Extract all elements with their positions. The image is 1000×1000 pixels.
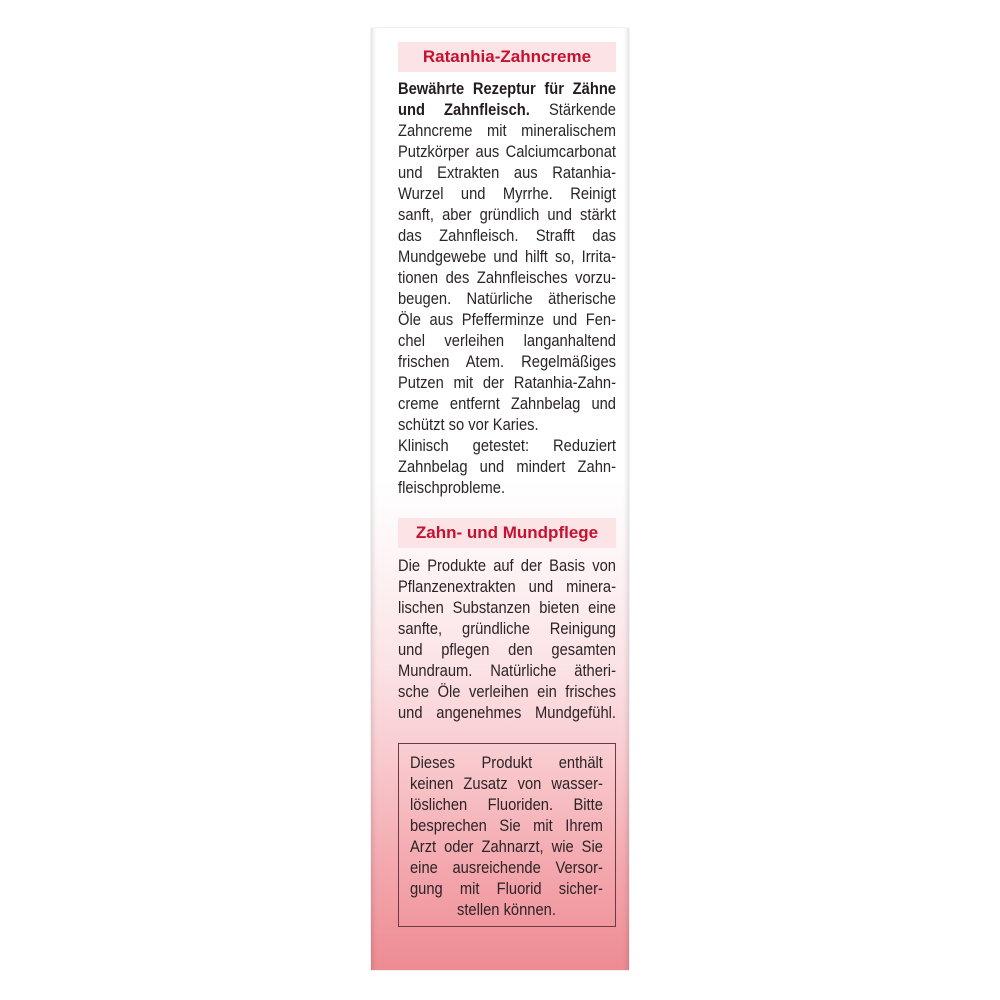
notice-line: Arzt oder Zahnarzt, wie Sie [409, 837, 603, 856]
lead-text: und Zahnfleisch. [398, 100, 530, 119]
notice-line: besprechen Sie mit Ihrem [409, 816, 603, 835]
notice-line: stellen können. [456, 900, 556, 919]
notice-line: eine ausreichende Versor- [409, 858, 603, 877]
care-line: und pflegen den gesamten [398, 639, 616, 659]
care-line: sche Öle verleihen ein frisches [398, 681, 616, 701]
section-heading-zahn-und-mundpflege: Zahn- und Mundpflege [398, 518, 616, 548]
care-line: Mundraum. Natürliche ätheri- [398, 660, 616, 680]
care-description [398, 555, 616, 723]
notice-line: Dieses Produkt enthält [409, 753, 603, 772]
description-line: chel verleihen langanhaltend [398, 331, 616, 350]
fluoride-notice-box [398, 743, 616, 927]
description-line: Putzkörper aus Calciumcarbonat [398, 142, 616, 161]
product-description [398, 78, 616, 498]
description-line: Klinisch getestet: Reduziert [398, 436, 616, 455]
description-line [398, 78, 616, 99]
description-line [398, 99, 616, 120]
description-line: Zahnbelag und mindert Zahn- [398, 457, 616, 476]
description-line: das Zahnfleisch. Strafft das [398, 226, 616, 245]
description-line: schützt so vor Karies. [398, 415, 539, 434]
description-line: Öle aus Pfefferminze und Fen- [398, 310, 616, 329]
description-text: Stärkende [548, 100, 616, 119]
description-line: und Extrakten aus Ratanhia- [398, 163, 616, 182]
notice-line: gung mit Fluorid sicher- [409, 879, 603, 898]
description-line: creme entfernt Zahnbelag und [398, 394, 616, 413]
care-line: und angenehmes Mundgefühl. [398, 702, 616, 722]
description-line: tionen des Zahnfleisches vorzu- [398, 268, 616, 287]
description-line: Putzen mit der Ratanhia-Zahn- [398, 373, 616, 392]
lead-text: Bewährte Rezeptur für Zähne [398, 79, 616, 98]
notice-line: löslichen Fluoriden. Bitte [409, 795, 603, 814]
description-line: Wurzel und Myrrhe. Reinigt [398, 184, 616, 203]
description-line: fleischprobleme. [398, 478, 506, 497]
care-line: sanfte, gründliche Reinigung [398, 618, 616, 638]
description-line: frischen Atem. Regelmäßiges [398, 352, 616, 371]
description-line: Mundgewebe und hilft so, Irrita- [398, 247, 616, 266]
description-line: Zahncreme mit mineralischem [398, 121, 616, 140]
care-line: lischen Substanzen bieten eine [398, 597, 616, 617]
fluoride-notice-text [410, 752, 603, 920]
care-line: Die Produkte auf der Basis von [398, 555, 616, 575]
description-line: sanft, aber gründlich und stärkt [398, 205, 616, 224]
notice-line: keinen Zusatz von wasser- [409, 774, 603, 793]
description-line: beugen. Natürliche ätherische [398, 289, 616, 308]
section-heading-ratanhia-zahncreme: Ratanhia-Zahncreme [398, 42, 616, 72]
care-line: Pflanzenextrakten und minera- [398, 576, 616, 596]
